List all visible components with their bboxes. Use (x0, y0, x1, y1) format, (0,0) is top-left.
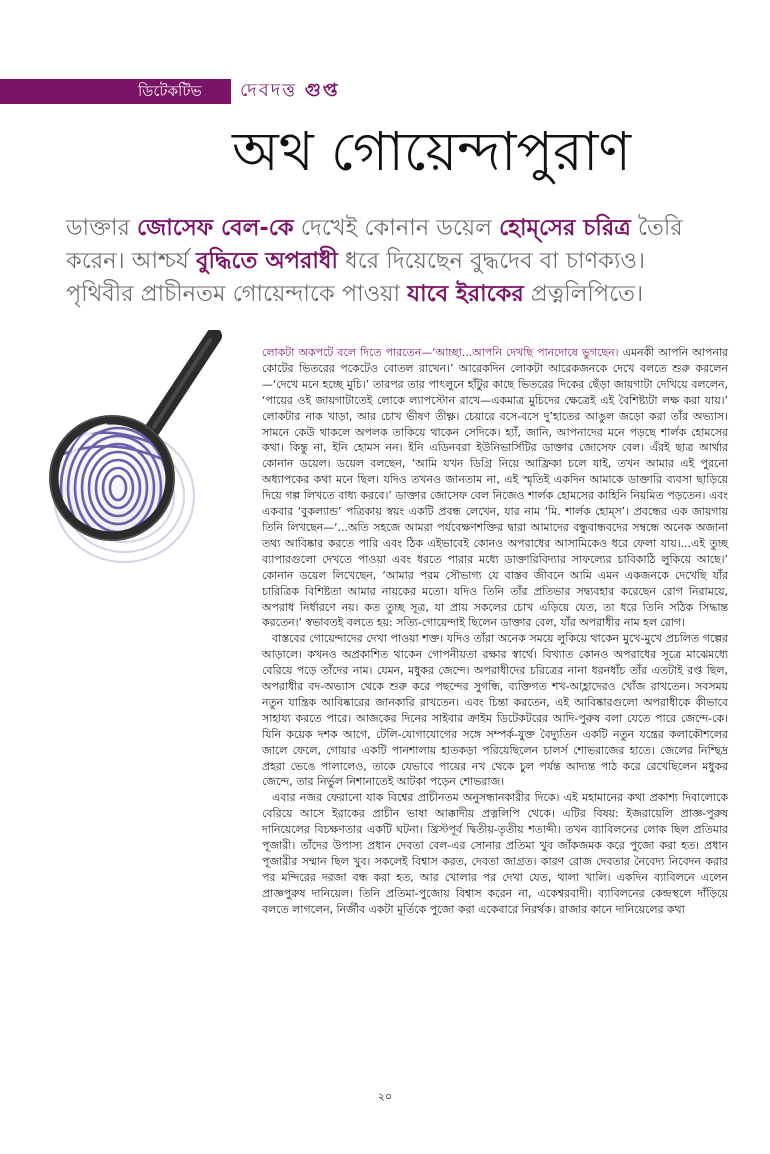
page-number: ২০ (377, 1090, 393, 1103)
body-paragraph: বাস্তবের গোয়েন্দাদের দেখা পাওয়া শক্ত। যদিও তাঁরা অনেক সময়ে লুকিয়ে থাকেন মুখে-মুখে প্রচলিত গল্পের আড়ালে। কখনও অপ্রকাশিত থাকেন গোপনীয়তা রক্ষার স্বার্থে। বিখ্যাত কোনও অপরাধের সূত্রে মাঝেমধ্যে বেরিয়ে পড়ে তাঁদের নাম। যেমন, মধুকর জেন্দে। অপরাধীদের চরিত্রের নানা ধরনধাঁচ তাঁর এতটাই রপ্ত ছিল, অপরাধীর বদ-অভ্যাস থেকে শুরু করে পছন্দের সুগন্ধি, ব্যক্তিগত শখ-আহ্লাদেরও খোঁজ রাখতেন। সবসময় নতুন যান্ত্রিক আবিষ্কারের জানকারি রাখতেন। এবং চিন্তা করতেন, এই আবিষ্কারগুলো অপরাধীকে কীভাবে সাহায্য করতে পারে। আজকের দিনের সাইবার ক্রাইম ডিটেকটরের আদি-পুরুষ বলা যেতে পারে জেন্দে-কে। যিনি কয়েক দশক আগে, টেলি-যোগাযোগের সঙ্গে সম্পর্ক-যুক্ত বৈদ্যুতিন একটি নতুন যন্ত্রের কলাকৌশলের জালে ফেলে, গোয়ার একটি পানশালায় হাতকড়া পরিয়েছিলেন চালর্স শোভরাজের হাতে। জেলের নিশ্ছিদ্র প্রহরা ভেঙে পালালেও, তাকে যেভাবে পায়ের নখ থেকে চুল পর্যন্ত আদ্যন্ত পাঠ করে রেখেছিলেন মধুকর জেন্দে, তার নির্ভুল নিশানাতেই আটকা পড়েন শোভরাজ। (262, 632, 728, 789)
body-paragraph (262, 345, 728, 631)
standfirst-text: ডাক্তার (66, 215, 137, 241)
standfirst-highlight: যাবে ইরাকের (407, 281, 524, 307)
body-paragraph: এবার নজর ফেরানো যাক বিশ্বের প্রাচীনতম অনুসন্ধানকারীর দিকে। এই মহামানের কথা প্রকাশ্য দিবালোকে বেরিয়ে আসে ইরাকের প্রাচীন ভাষা আক্কাদীয় প্রত্নলিপি থেকে। এটির বিষয়: ইজরায়েলি প্রাজ্ঞ-পুরুষ দানিয়েলের বিচক্ষণতার একটি ঘটনা। খ্রিস্টপূর্ব দ্বিতীয়-তৃতীয় শতাব্দী। তখন ব্যাবিলনের লোক ছিল প্রতিমার পূজারী। তাঁদের উপাস্য প্রধান দেবতা বেল-এর সোনার প্রতিমা খুব জাঁকজমক করে পুজো করা হত। প্রধান পূজারীর সম্মান ছিল খুব। সকলেই বিশ্বাস করত, দেবতা জাগ্রত। কারণ রোজ দেবতার নৈবেদ্য নিবেদন করার পর মন্দিরের দরজা বন্ধ করা হত, আর খোলার পর দেখা যেত, থালা খালি। একদিন ব্যাবিলনে এলেন প্রাজ্ঞপুরুষ দানিয়েল। তিনি প্রতিমা-পুজোয় বিশ্বাস করেন না, একেশ্বরবাদী। ব্যাবিলনের কেন্দ্রস্থলে দাঁড়িয়ে বলতে লাগলেন, নির্জীব একটা মূর্তিকে পুজো করা একেবারে নিরর্থক। রাজার কানে দানিয়েলের কথা (262, 791, 728, 916)
standfirst-highlight: জোসেফ বেল-কে (137, 215, 294, 241)
magnifying-glass-fingerprint-icon (2, 330, 244, 566)
standfirst-text: প্রত্নলিপিতে। (523, 281, 644, 307)
author-byline (240, 79, 340, 103)
magnifying-glass-fingerprint-image (2, 330, 244, 566)
article-body (262, 345, 728, 918)
lead-in-text: লোকটা অকপটে বলে দিতে পারতেন—‘আচ্ছা...আপনি দেখছি পানদোষে ভুগছেন। (262, 346, 619, 359)
standfirst-text: তৈরি করেন। আশ্চর্য (66, 215, 683, 274)
section-label: ডিটেকটিভ (138, 82, 202, 100)
standfirst-text: দেখেই কোনান ডয়েল (293, 215, 500, 241)
author-last-name: গুপ্ত (304, 80, 340, 101)
article-headline: অথ গোয়েন্দাপুরাণ (232, 120, 632, 183)
author-first-name: দেবদত্ত (240, 80, 298, 101)
standfirst (66, 212, 716, 311)
standfirst-highlight: হোম্‌সের চরিত্র (499, 215, 631, 241)
standfirst-text: ধরে দিয়েছেন বুদ্ধদেব বা চাণক্যও। পৃথিবীর প্রাচীনতম গোয়েন্দাকে পাওয়া (66, 248, 645, 307)
paragraph-text: এমনকী আপনি আপনার কোটের ভিতরের পকেটেও বোতল রাখেন।’ আরেকদিন লোকটা আরেকজনকে দেখে বলতে শুরু করলেন—‘দেখে মনে হচ্ছে মুচি।’ তারপর তার পাৎলুনে হাঁটুর কাছে ভিতরের দিকের ছেঁড়া জায়গাটা দেখিয়ে বললেন, ‘পায়ের ওই জায়গাটাতেই লোকে ল্যাপস্টোন রাখে—একমাত্র মুচিদের ক্ষেত্রেই এই বৈশিষ্ট্যটা লক্ষ করা যায়।’ লোকটার নাক খাড়া, আর চোখ ভীষণ তীক্ষ্ণ। চেয়ারে বসে-বসে দু’হাতের আঙুল জড়ো করা তাঁর অভ্যাস। সামনে কেউ থাকলে অপলক তাকিয়ে থাকেন সেদিকে। হ্যাঁ, জানি, আপনাদের মনে পড়ছে শার্লক হোমসের কথা। কিন্তু না, ইনি হোমস নন। ইনি এডিনবরা ইউনিভার্সিটির ডাক্তার জোসেফ বেল। এঁরই ছাত্র আর্থার কোনান ডয়েল। ডয়েল বলছেন, ‘আমি যখন ডিগ্রি নিয়ে আফ্রিকা চলে যাই, তখন আমার এই পুরনো অধ্যাপকের কথা মনে ছিল। যদিও তখনও জানতাম না, এই স্মৃতিই একদিন আমাকে ডাক্তারি ব্যবসা ছাড়িয়ে দিয়ে গল্প লিখতে বাধ্য করবে।’ ডাক্তার জোসেফ বেল নিজেও শার্লক হোমসের কাহিনি নিয়মিত পড়তেন। এবং একবার ‘বুকল্যান্ড’ পত্রিকায় স্বয়ং একটি প্রবন্ধ লেখেন, যার নাম ‘মি. শার্লক হোম্‌স’। প্রবন্ধের এক জায়গায় তিনি লিখছেন—‘...অতি সহজে আমরা পর্যবেক্ষণশক্তির দ্বারা আমাদের বন্ধুবান্ধবদের সম্বন্ধে অনেক অজানা তথ্য আবিষ্কার করতে পারি এবং ঠিক এইভাবেই কোনও অপরাধের আসামিকেও ধরে ফেলা যায়।...এই তুচ্ছ ব্যাপারগুলো দেখতে পাওয়া এবং ধরতে পারার মধ্যে ডাক্তারিবিদ্যার সাফল্যের চাবিকাঠি লুকিয়ে আছে।’ কোনান ডয়েল লিখেছেন, ‘আমার পরম সৌভাগ্য যে বাস্তব জীবনে আমি এমন একজনকে দেখেছি যাঁর চারিত্রিক বিশিষ্টতা আমার নায়কের মতো। যদিও তিনি তাঁর প্রতিভার সদ্ব্যবহার করেছেন রোগ নিরাময়ে, অপরাধ নির্ধারণে নয়। কত তুচ্ছ সূত্র, যা প্রায় সকলের চোখ এড়িয়ে যেত, তা ধরে তিনি সঠিক সিদ্ধান্ত করতেন।’ স্বভাবতই বলতে হয়: সত্যি-গোয়েন্দাই ছিলেন ডাক্তার বেল, যাঁর অপরাধীর নাম হল রোগ। (262, 346, 728, 630)
standfirst-highlight: বুদ্ধিতে অপরাধী (196, 248, 338, 274)
